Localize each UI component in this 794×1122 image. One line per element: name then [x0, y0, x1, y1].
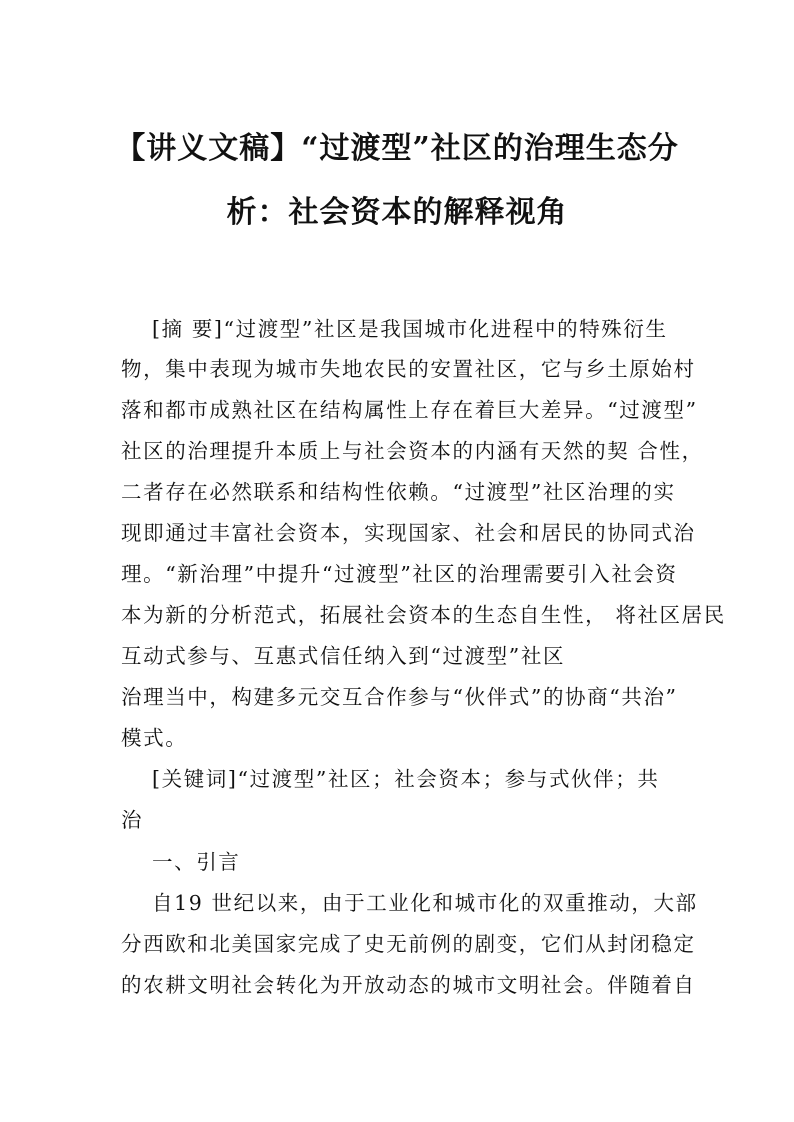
abstract-line: 落和都市成熟社区在结构属性上存在着巨大差异。“过渡型” [121, 398, 698, 422]
abstract-line: 理。“新治理”中提升“过渡型”社区的治理需要引入社会资 [121, 562, 678, 586]
abstract-line: 治理当中，构建多元交互合作参与“伙伴式”的协商“共治” [121, 685, 678, 709]
abstract-line: [摘 要]“过渡型”社区是我国城市化进程中的特殊衍生 [152, 317, 668, 341]
section-heading: 一、引言 [152, 850, 241, 874]
abstract-line: 二者存在必然联系和结构性依赖。“过渡型”社区治理的实 [121, 480, 676, 504]
abstract-line: 社区的治理提升本质上与社会资本的内涵有天然的契 合性， [121, 439, 704, 463]
keywords-line: [关键词]“过渡型”社区；社会资本；参与式伙伴；共 [152, 767, 660, 791]
abstract-line: 本为新的分析范式，拓展社会资本的生态自生性， 将社区居民 [121, 603, 726, 627]
abstract-line: 物，集中表现为城市失地农民的安置社区，它与乡土原始村 [121, 357, 696, 381]
keywords-line: 治 [121, 808, 144, 832]
body-line: 自19 世纪以来，由于工业化和城市化的双重推动，大部 [152, 891, 698, 915]
title-line-1: 【讲义文稿】“过渡型”社区的治理生态分 [115, 131, 679, 166]
body-line: 的农耕文明社会转化为开放动态的城市文明社会。伴随着自 [121, 973, 696, 997]
title-line-2: 析：社会资本的解释视角 [226, 195, 568, 230]
abstract-line: 互动式参与、互惠式信任纳入到“过渡型”社区 [121, 644, 566, 668]
body-line: 分西欧和北美国家完成了史无前例的剧变，它们从封闭稳定 [121, 932, 696, 956]
abstract-line: 模式。 [121, 726, 188, 750]
abstract-line: 现即通过丰富社会资本，实现国家、社会和居民的协同式治 [121, 521, 696, 545]
